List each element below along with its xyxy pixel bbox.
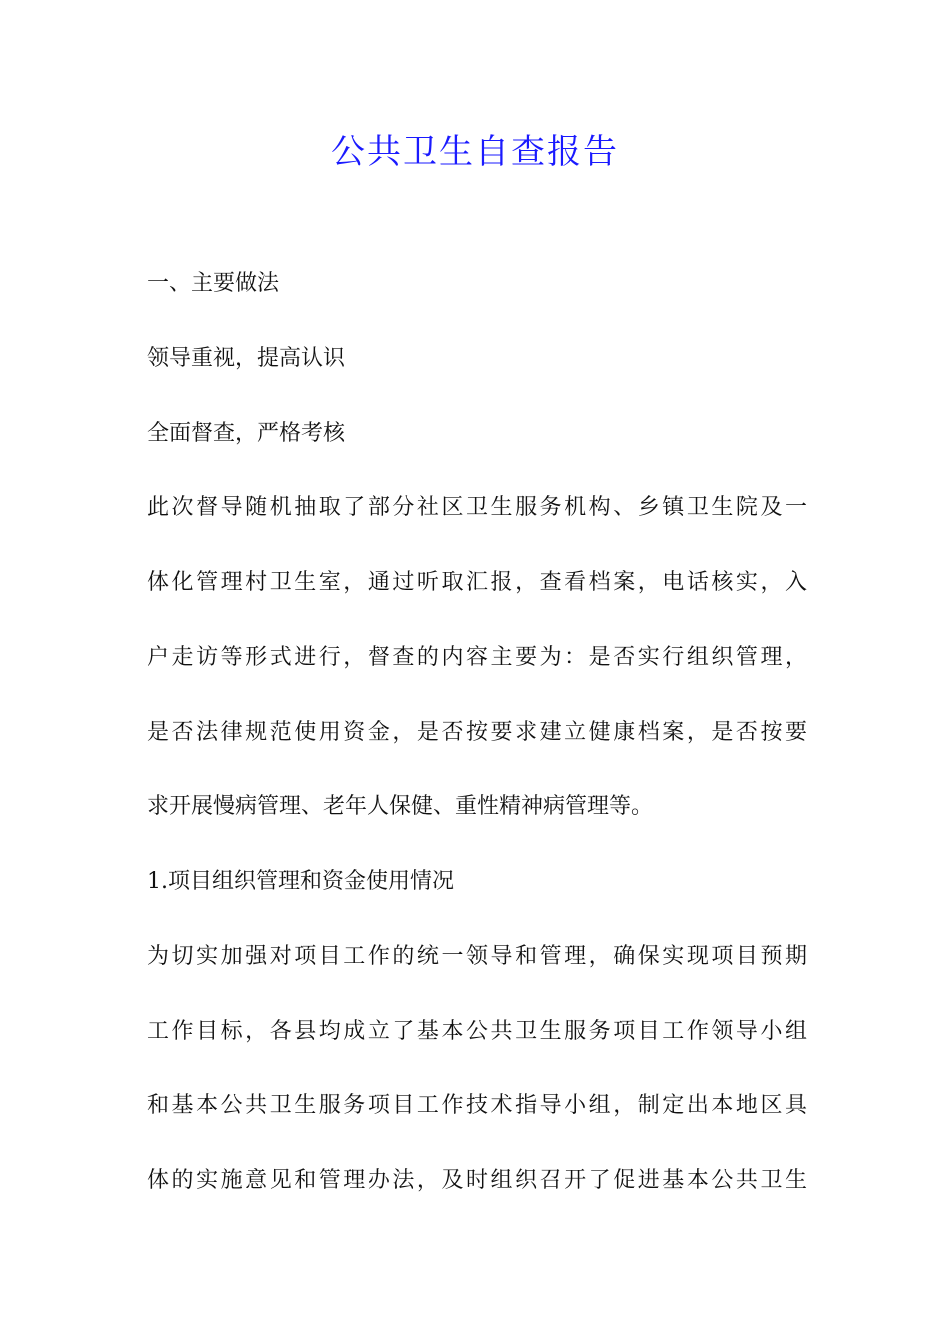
paragraph-line: 为切实加强对项目工作的统一领导和管理，确保实现项目预期 bbox=[147, 944, 807, 969]
paragraph-line: 工作目标，各县均成立了基本公共卫生服务项目工作领导小组 bbox=[147, 1019, 807, 1044]
subsection-heading: 1.项目组织管理和资金使用情况 bbox=[147, 869, 454, 894]
paragraph-line: 体化管理村卫生室，通过听取汇报，查看档案，电话核实，入 bbox=[147, 570, 807, 595]
paragraph-line: 求开展慢病管理、老年人保健、重性精神病管理等。 bbox=[147, 794, 654, 819]
subheading: 全面督查，严格考核 bbox=[147, 421, 346, 446]
paragraph-line: 是否法律规范使用资金，是否按要求建立健康档案，是否按要 bbox=[147, 720, 807, 745]
paragraph-line: 户走访等形式进行，督查的内容主要为：是否实行组织管理， bbox=[147, 645, 807, 670]
subheading: 领导重视，提高认识 bbox=[147, 346, 346, 371]
document-title: 公共卫生自查报告 bbox=[331, 132, 619, 172]
paragraph-line: 此次督导随机抽取了部分社区卫生服务机构、乡镇卫生院及一 bbox=[147, 495, 807, 520]
paragraph-line: 和基本公共卫生服务项目工作技术指导小组，制定出本地区具 bbox=[147, 1093, 807, 1118]
section-heading: 一、主要做法 bbox=[147, 271, 280, 296]
paragraph-line: 体的实施意见和管理办法，及时组织召开了促进基本公共卫生 bbox=[147, 1168, 807, 1193]
